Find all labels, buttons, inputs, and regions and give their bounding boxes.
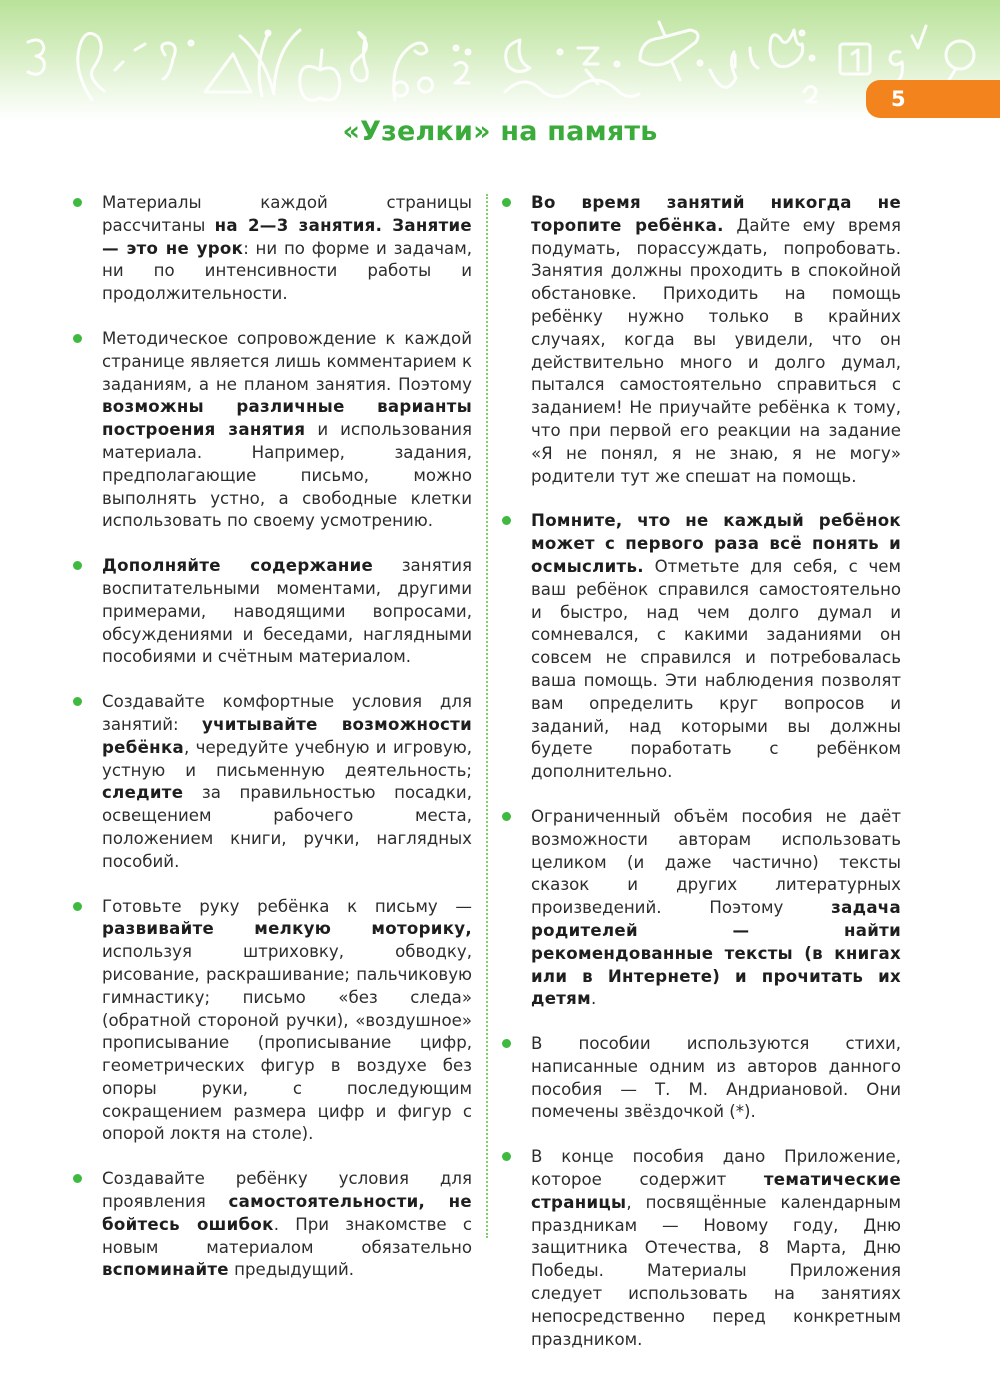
list-item: [531, 1146, 901, 1351]
emphasis-text: Помните, что не каждый ребёнок может с первого раза всё понять и осмыслить.: [531, 511, 901, 576]
body-text: предыдущий.: [228, 1260, 355, 1280]
decorative-doodles-icon: [0, 0, 1000, 120]
body-text: Создавайте ребёнку условия для проявления: [102, 1169, 472, 1212]
left-column: [102, 192, 472, 1304]
bullet-icon: [502, 198, 511, 207]
list-item: [102, 192, 472, 306]
bullet-icon: [73, 1174, 82, 1183]
body-text: Дайте ему время подумать, порассуждать, попробовать. Занятия должны проходить в спокойной обстановке. Приходить на помощь ребёнку нужно только в крайних случаях, когда вы увидели, что он действительно много и долго думал, пытался самостоятельно справиться с заданием! Не приучайте ребёнка к тому, что при первой его реакции на задание «Я не понял, я не знаю, я не могу» родители тут же спешат на помощь.: [531, 215, 902, 486]
body-text: за правильностью посадки, освещением рабочего места, положением книги, ручки, наглядных пособий.: [102, 783, 472, 871]
list-item-text: [531, 1146, 901, 1351]
bullet-icon: [502, 812, 511, 821]
body-text: В пособии используются стихи, написанные одним из авторов данного пособия — Т. М. Андриановой. Они помечены звёздочкой (*).: [531, 1034, 901, 1122]
list-item: [102, 896, 472, 1147]
emphasis-text: развивайте мелкую моторику,: [102, 919, 472, 939]
emphasis-text: следите: [102, 783, 184, 803]
list-item-text: [102, 328, 472, 533]
page-title: «Узелки» на память: [342, 116, 658, 147]
emphasis-text: вспоминайте: [102, 1260, 229, 1280]
bullet-icon: [73, 334, 82, 343]
list-item: [531, 510, 901, 784]
list-item-text: [531, 510, 901, 784]
body-text: Материалы каждой страницы рассчитаны: [102, 193, 472, 235]
bullet-icon: [73, 198, 82, 207]
column-divider: [486, 194, 488, 1238]
list-item: [102, 691, 472, 873]
list-item-text: [102, 1168, 472, 1282]
body-text: .: [591, 989, 597, 1009]
page-number-badge: 5: [866, 80, 1000, 118]
list-item-text: [102, 555, 472, 669]
body-text: В конце пособия дано Приложение, которое содержит: [531, 1147, 901, 1190]
list-item-text: [102, 192, 472, 306]
body-text: Отметьте для себя, с чем ваш ребёнок справился самостоятельно и быстро, над чем долго думал и сомневался, с какими заданиями он совсем не справился и потребовалась ваша помощь. Эти наблюдения позволят вам определить круг вопросов и заданий, над которыми вы должны будете поработать с ребёнком дополнительно.: [531, 556, 901, 782]
bullet-icon: [502, 1039, 511, 1048]
list-item-text: [531, 806, 901, 1011]
list-item: [531, 1033, 901, 1124]
body-text: занятия воспитательными моментами, другими примерами, наводящими вопросами, обсуждениями и беседами, наглядными пособиями и счётным материалом.: [102, 556, 472, 667]
list-item: [531, 806, 901, 1011]
body-text: , посвящённые календарным праздникам — Новому году, Дню защитника Отечества, 8 Марта, Дню Победы. Материалы Приложения следует использовать на занятиях непосредственно перед конкретным праздником.: [531, 1192, 901, 1349]
bullet-icon: [502, 1152, 511, 1161]
body-text: . При знакомстве с новым материалом обязательно: [102, 1214, 472, 1257]
body-text: Ограниченный объём пособия не даёт возможности авторам использовать целиком (и даже частично) тексты сказок и других литературных произведений. Поэтому: [531, 806, 901, 918]
list-item-text: [102, 896, 472, 1147]
emphasis-text: задача родителей — найти рекомендованные тексты (в книгах или в Интернете) и прочитать их детям: [531, 898, 901, 1009]
list-item: [102, 555, 472, 669]
emphasis-text: Во время занятий никогда не торопите ребёнка.: [531, 193, 901, 235]
emphasis-text: тематические страницы: [531, 1170, 901, 1212]
body-text: : ни по форме и задачам, ни по интенсивности работы и продолжительности.: [102, 238, 472, 304]
right-column: [531, 192, 901, 1373]
emphasis-text: возможны различные варианты построения занятия: [102, 397, 472, 440]
emphasis-text: Дополняйте содержание: [102, 556, 374, 576]
body-text: и использования материала. Например, задания, предполагающие письмо, можно выполнять устно, а свободные клетки использовать по своему усмотрению.: [102, 420, 473, 531]
emphasis-text: на 2—3 занятия. Занятие — это не урок: [102, 215, 472, 258]
emphasis-text: учитывайте возможности ребёнка: [102, 714, 472, 757]
bullet-icon: [73, 902, 82, 911]
list-item-text: [531, 1033, 901, 1124]
list-item: [102, 1168, 472, 1282]
body-text: используя штриховку, обводку, рисование, раскрашивание; пальчиковую гимнастику; письмо «без следа» (обратной стороной ручки), «воздушное» прописывание (прописывание цифр, геометрических фигур в воздухе без опоры руки, с последующим сокращением размера цифр и фигур с опорой локтя на столе).: [102, 942, 472, 1144]
body-text: Методическое сопровождение к каждой странице является лишь комментарием к заданиям, а не планом занятия. Поэтому: [102, 328, 472, 394]
bullet-icon: [73, 697, 82, 706]
body-text: Готовьте руку ребёнка к письму —: [102, 896, 472, 916]
list-item-text: [531, 192, 901, 488]
list-item-text: [102, 691, 472, 873]
bullet-icon: [73, 561, 82, 570]
emphasis-text: самостоятельности, не бойтесь ошибок: [102, 1192, 472, 1234]
list-item: [531, 192, 901, 488]
bullet-icon: [502, 516, 511, 525]
body-text: , чередуйте учебную и игровую, устную и письменную деятельность;: [102, 737, 472, 780]
body-text: Создавайте комфортные условия для занятий:: [102, 692, 472, 734]
list-item: [102, 328, 472, 533]
